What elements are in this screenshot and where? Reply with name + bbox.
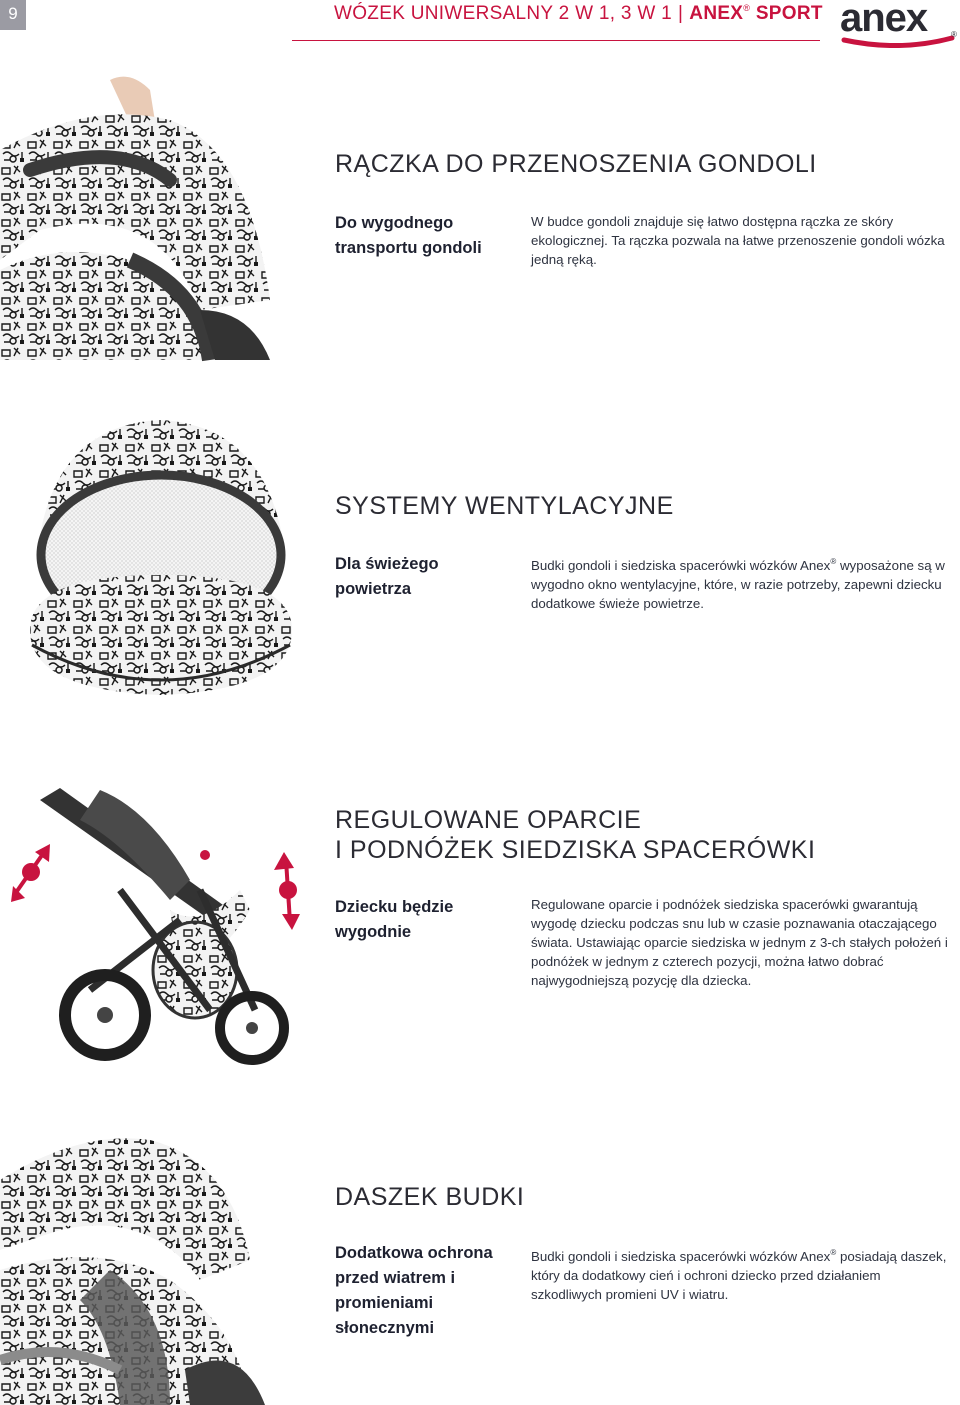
section-title-canopy: DASZEK BUDKI [335,1183,525,1211]
section-body-canopy-pre: Budki gondoli i siedziska spacerówki wózków Anex [531,1249,831,1264]
header-brand-name: ANEX [689,3,744,24]
section-title-recline-line2: I PODNÓŻEK SIEDZISKA SPACERÓWKI [335,836,816,864]
section-title-carry-handle: RĄCZKA DO PRZENOSZENIA GONDOLI [335,150,817,178]
section-lead-carry-handle: Do wygodnego transportu gondoli [335,214,482,257]
photo-ventilation-window [20,415,305,715]
section-lead-ventilation: Dla świeżego powietrza [335,555,439,598]
header-brand-reg: ® [743,3,751,13]
section-lead-canopy: Dodatkowa ochrona przed wiatrem i promieniami słonecznymi [335,1244,493,1337]
section-body-ventilation-reg: ® [830,557,837,566]
logo-text: anex [840,0,928,40]
section-body-canopy-reg: ® [830,1248,837,1257]
logo-reg: ® [951,30,957,39]
photo-canopy-visor [0,1120,300,1405]
anex-logo [840,2,960,48]
section-title-recline [335,805,815,865]
section-title-ventilation: SYSTEMY WENTYLACYJNE [335,492,674,520]
logo-swoosh-icon [840,2,960,48]
footrest-arrow-icon [268,852,308,930]
section-body-canopy-post: posiadają daszek, który da dodatkowy cień i ochroni dziecko przed działaniem szkodliwych promieni UV i wiatru. [531,1249,947,1302]
section-body-ventilation [531,552,955,613]
page-number: 9 [0,0,26,30]
header-brand-suffix: SPORT [755,3,823,24]
header-title [334,3,823,25]
section-body-recline: Regulowane oparcie i podnóżek siedziska spacerówki gwarantują wygodę dziecku podczas snu lub w czasie poznawania otaczającego świata. Ustawiając oparcie siedziska w jednym z 3-ch stałych położeń i podnóżek w jednym z czterech pozycji, można łatwo dobrać najwygodniejszą pozycję dla dziecka. [531,897,948,988]
section-title-recline-line1: REGULOWANE OPARCIE [335,806,642,834]
section-lead-recline: Dziecku będzie wygodnie [335,898,454,941]
section-body-canopy [531,1243,955,1304]
section-body-ventilation-pre: Budki gondoli i siedziska spacerówki wózków Anex [531,558,831,573]
header-title-main: WÓZEK UNIWERSALNY 2 W 1, 3 W 1 [334,3,673,24]
section-body-ventilation-post: wyposażone są w wygodno okno wentylacyjne, które, w razie potrzeby, zapewni dziecku dodatkowe świeże powietrze. [531,558,945,611]
section-body-carry-handle: W budce gondoli znajduje się łatwo dostępna rączka ze skóry ekologicznej. Ta rączka pozwala na łatwe przenoszenie gondoli wózka jedną ręką. [531,214,945,267]
recline-arrow-icon [5,842,55,912]
photo-bassinet-handle [0,60,300,370]
header-separator: | [678,3,684,24]
header-rule [292,40,820,41]
